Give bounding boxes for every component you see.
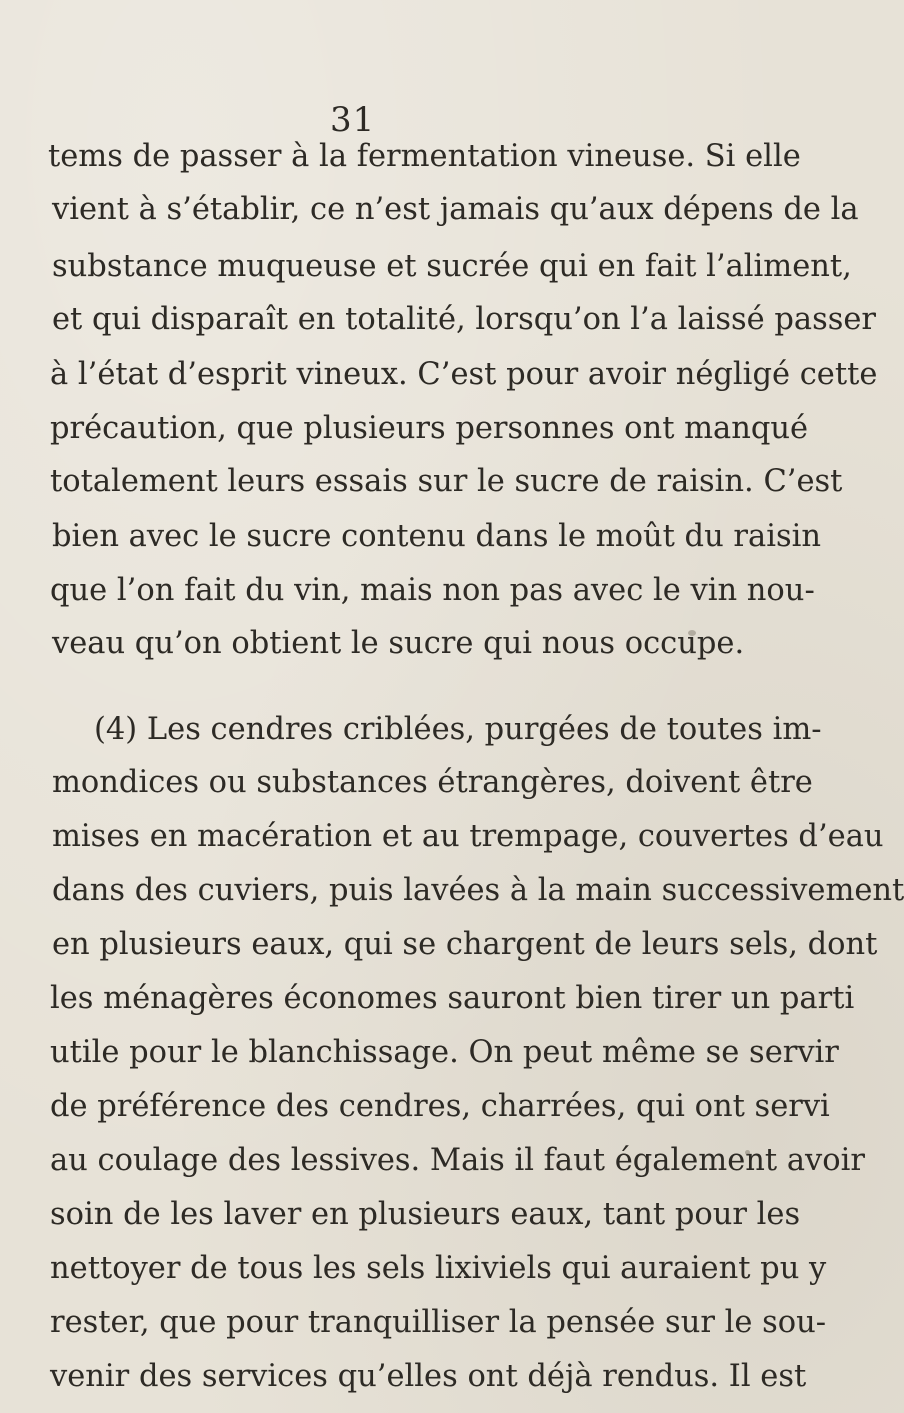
text-line: vient à s’établir, ce n’est jamais qu’aux dépens de la (52, 192, 859, 227)
text-line: totalement leurs essais sur le sucre de raisin. C’est (50, 464, 843, 499)
text-line: en plusieurs eaux, qui se chargent de leurs sels, dont (52, 927, 878, 962)
text-line: les ménagères économes sauront bien tirer un parti (50, 981, 855, 1016)
text-line: bien avec le sucre contenu dans le moût du raisin (52, 519, 821, 554)
text-line: au coulage des lessives. Mais il faut également avoir (50, 1143, 865, 1178)
text-line: soin de les laver en plusieurs eaux, tant pour les (50, 1197, 801, 1232)
text-line: mises en macération et au trempage, couvertes d’eau (52, 819, 884, 854)
text-line: mondices ou substances étrangères, doivent être (52, 765, 813, 800)
text-line: rester, que pour tranquilliser la pensée sur le sou- (50, 1305, 827, 1340)
text-line: tems de passer à la fermentation vineuse. Si elle (48, 139, 801, 174)
text-line: nettoyer de tous les sels lixiviels qui auraient pu y (50, 1251, 827, 1286)
text-line: et qui disparaît en totalité, lorsqu’on l’a laissé passer (52, 302, 877, 337)
text-line: de préférence des cendres, charrées, qui ont servi (50, 1089, 830, 1124)
text-line: (4) Les cendres criblées, purgées de toutes im- (94, 712, 822, 747)
paper-speck (745, 1150, 750, 1155)
text-line: dans des cuviers, puis lavées à la main successivement (52, 873, 904, 908)
text-line: à l’état d’esprit vineux. C’est pour avoir négligé cette (50, 357, 878, 392)
text-line: veau qu’on obtient le sucre qui nous occupe. (52, 626, 745, 661)
text-line: venir des services qu’elles ont déjà rendus. Il est (50, 1359, 807, 1394)
page-number: 31 (330, 100, 376, 140)
text-line: que l’on fait du vin, mais non pas avec le vin nou- (50, 573, 815, 608)
text-line: substance muqueuse et sucrée qui en fait l’aliment, (52, 249, 852, 284)
text-line: précaution, que plusieurs personnes ont manqué (50, 411, 809, 446)
text-line: utile pour le blanchissage. On peut même se servir (50, 1035, 839, 1070)
paper-speck (688, 630, 696, 636)
